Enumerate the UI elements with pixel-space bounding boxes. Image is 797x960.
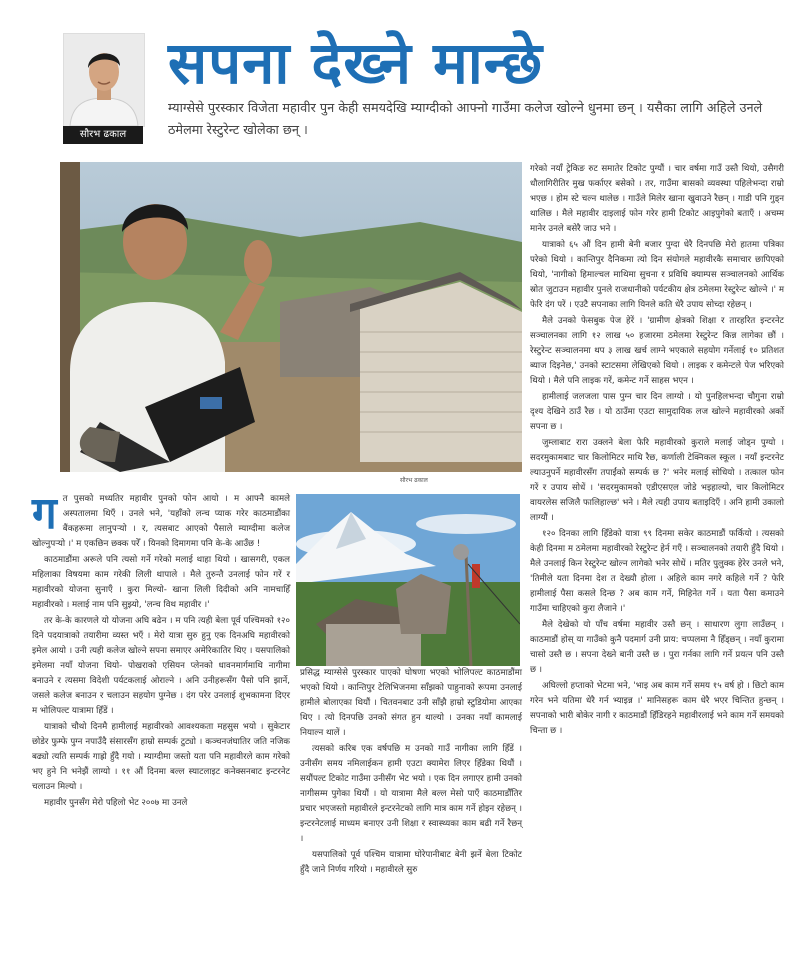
paragraph: हामीलाई जलजला पास पुग्न चार दिन लाग्यो । यो पुनहिलभन्दा चौगुना राम्रो दृश्य देखिने ठाउँ रैछ । यो ठाउँमा एउटा सामुदायिक लज खोल्ने महावीरको अर्को सपना छ । (530, 392, 784, 432)
photo-credit: सौरभ ढकाल (400, 477, 428, 484)
paragraph: त पुसको मध्यतिर महावीर पुनको फोन आयो । म आफ्नै कामले अस्पतालमा थिएँ । उनले भने, 'यहाँको लन्च प्याक गरेर काठमाडौंका बैंकहरूमा लानुपर्‍यो । र, त्यसबाट आएको पैसाले म्याग्दीमा कलेज खोल्नुपर्‍यो ।' म एकछिन छक्क परेँ । यिनको दिमागमा पनि के-के आउँछ ! (32, 494, 290, 549)
paragraph: यात्राको चौथो दिनमै हामीलाई महावीरको आवश्यकता महसुस भयो । सुकेटार छोडेर फुम्फे पुग्न नपाउँदै संसारसँग हाम्रो सम्पर्क टुट्यो । कञ्चनजंघातिर जति नजिक बढ्यो त्यति सम्पर्क गाह्रो हुँदै गयो । म्याग्दीमा जस्तो यता पनि महावीरले काम गरेको भए हुने नि भनेझैं लाग्यो । ११ औं दिनमा बल्ल स्याटलाइट कनेक्सनबाट इन्टरनेट चलाउन मिल्यो । (32, 722, 290, 792)
author-photo (63, 33, 145, 127)
paragraph: महावीर पुनसँग मेरो पहिलो भेट २००७ मा उनले (44, 798, 188, 808)
article-column-middle (300, 666, 522, 879)
paragraph: त्यसको करिब एक वर्षपछि म उनको गाउँ नागीका लागि हिँडें । उनीसँग समय नमिलाईकन हामी एउटा क्यामेरा लिएर हिँडेका थियौं । सयौंपल्ट टिकोट गाउँमा उनीसँग भेट भयो । एक दिन लगाएर हामी उनको नागीसम्म पुगेका थियौं । यो यात्रामा मैले बल्ल मेसो पाएँ काठमाडौँतिर प्रचार भएजस्तो महावीरले इन्टरनेटको लागि मात्र काम गर्ने होइन रहेछन् । इन्टरनेटलाई माध्यम बनाएर उनी शिक्षा र स्वास्थ्यका काम बढी गर्ने रैछन् । (300, 744, 522, 844)
paragraph: काठमाडौंमा अरूले पनि त्यसो गर्ने गरेको मलाई थाहा थियो । खासगरी, एकल महिलाका विषयमा काम गरेकी लिली थापाले । मैले तुरुन्तै उनलाई फोन गरें र महावीरको योजना सुनाएँ । कुरा मिल्यो- खाना लिली दिदीको अनि नामचाहिँ महावीरको । मलाई नाम पनि सुझ्यो, 'लन्च विथ महावीर ।' (32, 555, 290, 610)
paragraph: जुम्लाबाट रारा उक्लने बेला फेरि महावीरको कुराले मलाई जोड्न पुग्यो । सदरमुकामबाट चार किलोमिटर माथि रैछ, कर्णाली टेक्निकल स्कूल । नयाँ इन्टरनेट ल्याउनुपर्ने महावीरसँग तपाईंको सम्पर्क छ ?' भनेर मलाई सोधियो । तत्काल फोन गरें र उपाय सोधें । 'सदरमुकामको एडीएसएल जोडे भइहाल्यो, चार किलोमिटर वायरलेस सजिलै फालिहाल्छ' भने । मैले त्यही उपाय बताइदिएँ । अनि हामी उकालो लाग्यौं । (530, 438, 784, 523)
paragraph: गरेको नयाँ ट्रेकिङ रुट समातेर टिकोट पुग्यौं । चार वर्षमा गाउँ उस्तै थियो, उसैगरी धौलागिरीतिर मुख फर्काएर बसेको । तर, गाउँमा बासको व्यवस्था पहिलेभन्दा राम्रो भएछ । होम स्टे चल्न थालेछ । गाउँले मिलेर खाना खुवाउने रैछन् । गाडी पनि गुड्न थालिछ । मैले महावीर दाइलाई फोन गरेर हामी टिकोट आइपुगेको बताएँ । अचम्म मानेर उनले बसेरै जाउ भने । (530, 164, 784, 234)
mountain-photo (296, 494, 520, 666)
headline: सपना देख्ने मान्छे (168, 29, 544, 97)
paragraph: १२० दिनका लागि हिँडेको यात्रा ९९ दिनमा सकेर काठमाडौं फर्कियो । त्यसको केही दिनमा म ठमेलमा महावीरको रेस्टुरेन्ट हेर्न गएँ । सञ्चालनको तयारी हुँदै थियो । मैले उनलाई किन रेस्टुरेन्ट खोल्न लागेको भनेर सोधें । मतिर पुलुक्क हेरेर उनले भने, 'तिमीले यता दिनमा देश त देख्यौ होला । अहिले काम नगरे कहिले गर्ने ? फेरि हामीलाई पैसा कसले दिन्छ ? अब काम गर्ने, मिहिनेत गर्ने । यता पैसा कमाउने गाउँमा चाहिएको कुरा लैजाने ।' (530, 529, 784, 614)
author-portrait-icon (64, 34, 144, 126)
paragraph: मैले उनको फेसबुक पेज हेरें । 'ग्रामीण क्षेत्रको शिक्षा र तारहरित इन्टरनेट सञ्चालनका लागि १२ लाख ५० हजारमा ठमेलमा रेस्टुरेन्ट किन्न लागेका छौं । रेस्टुरेन्ट सञ्चालनमा थप ३ लाख खर्च लाग्ने भएकाले सहयोग गर्नेलाई १० प्रतिशत ब्याज दिइनेछ,' उनको स्टाटसमा लेखिएको थियो । लाइक र कमेन्टले पेज भरिएको थियो । मैले पनि लाइक गरें, कमेन्ट गर्ने साहस भएन । (530, 316, 784, 386)
article-column-left (32, 488, 290, 812)
mountain-antenna-photo (296, 494, 520, 666)
paragraph: प्रसिद्ध म्याग्सेसे पुरस्कार पाएको घोषणा भएको भोलिपल्ट काठमाडौंमा भएको थियो । कान्तिपुर टेलिभिजनमा साँझको पाहुनाको रूपमा उनलाई हामीले बोलाएका थियौं । चितवनबाट उनी साँझै हाम्रो स्टुडियोमा आएका थिए । त्यो दिनपछि उनको संगत हुन थाल्यो । उनका नयाँ कामलाई नियाल्न थालें । (300, 668, 522, 738)
author-name: सौरभ ढकाल (63, 126, 143, 144)
article-column-right (530, 162, 784, 740)
paragraph: यसपालिको पूर्व पश्चिम यात्रामा घोरेपानीबाट बेनी झर्ने बेला टिकोट हुँदै जाने निर्णय गरियो । महावीरले सुरु (300, 850, 522, 875)
drop-cap: ग (32, 488, 57, 539)
standfirst: म्याग्सेसे पुरस्कार विजेता महावीर पुन केही समयदेखि म्याग्दीको आफ्नो गाउँमा कलेज खोल्ने धुनमा छन् । यसैका लागि अहिले उनले ठमेलमा रेस्टुरेन्ट खोलेका छन् । (168, 101, 763, 138)
paragraph: मैले देखेको यो पाँच वर्षमा महावीर उस्तै छन् । साधारण लुगा लाउँछन् । काठमाडौं होस् या गाउँको कुनै पदमार्ग उनी प्राय: चप्पलमा नै हिँड्छन् । नयाँ कुरामा चासो उस्तै छ । सपना देख्ने बानी उस्तै छ । पुरा गर्नका लागि गर्ने प्रयत्न पनि उस्तै छ । (530, 620, 784, 675)
village-laptop-photo (60, 162, 522, 472)
paragraph: तर के-के कारणले यो योजना अघि बढेन । म पनि त्यही बेला पूर्व पश्चिमको १२० दिने पदयात्राको तयारीमा व्यस्त भएँ । मेरो यात्रा सुरु हुनु एक दिनअघि महावीरको इमेल आयो । उनी त्यही कलेज खोल्ने सपना समाएर अमेरिकातिर थिए । यसपालिको इमेलमा नयाँ योजना थियो- पोखराको एसियन प्लेनको धावनमार्गमाथि नागीमा बनाउने र त्यसमा विदेशी पर्यटकलाई ओराल्ने । अनि उनीहरूसँग पैसो पनि झार्ने, जसले कलेज बनाउन र चलाउन सहयोग पुग्नेछ । दंग परेर उनलाई शुभकामना दिएर म भोलिपल्ट यात्रामा हिँडें । (32, 616, 290, 716)
paragraph: अघिल्लो हप्ताको भेटमा भने, 'भाइ अब काम गर्ने समय १५ वर्ष हो । छिटो काम गरेन भने यतिमा धेरै गर्न भ्याइन्न ।' मानिसहरू काम धेरै भएर चिन्तित हुन्छन् । सपनाको भारी बोकेर नागी र काठमाडौं हिँडिरहने महावीरलाई भने काम गर्ने समयको चिन्ता छ । (530, 681, 784, 736)
main-photo (60, 162, 522, 472)
paragraph: यात्राको ६५ औं दिन हामी बेनी बजार पुग्दा धेरै दिनपछि मेरो हातमा पत्रिका परेको थियो । कान्तिपुर दैनिकमा त्यो दिन संयोगले महावीरकै समाचार छापिएको थियो, 'नागीको हिमाल्चल माथिमा सुचना र प्रविधि क्याम्पस सञ्चालनको आर्थिक स्रोत जुटाउन महावीर पुनले राजधानीको पर्यटकीय क्षेत्र ठमेलमा रेस्टुरेन्ट खोल्ने ।' म फेरि दंग परें । एउटै सपनाका लागि यिनले कति धेरै उपाय सोच्दा रहेछन् । (530, 240, 784, 310)
